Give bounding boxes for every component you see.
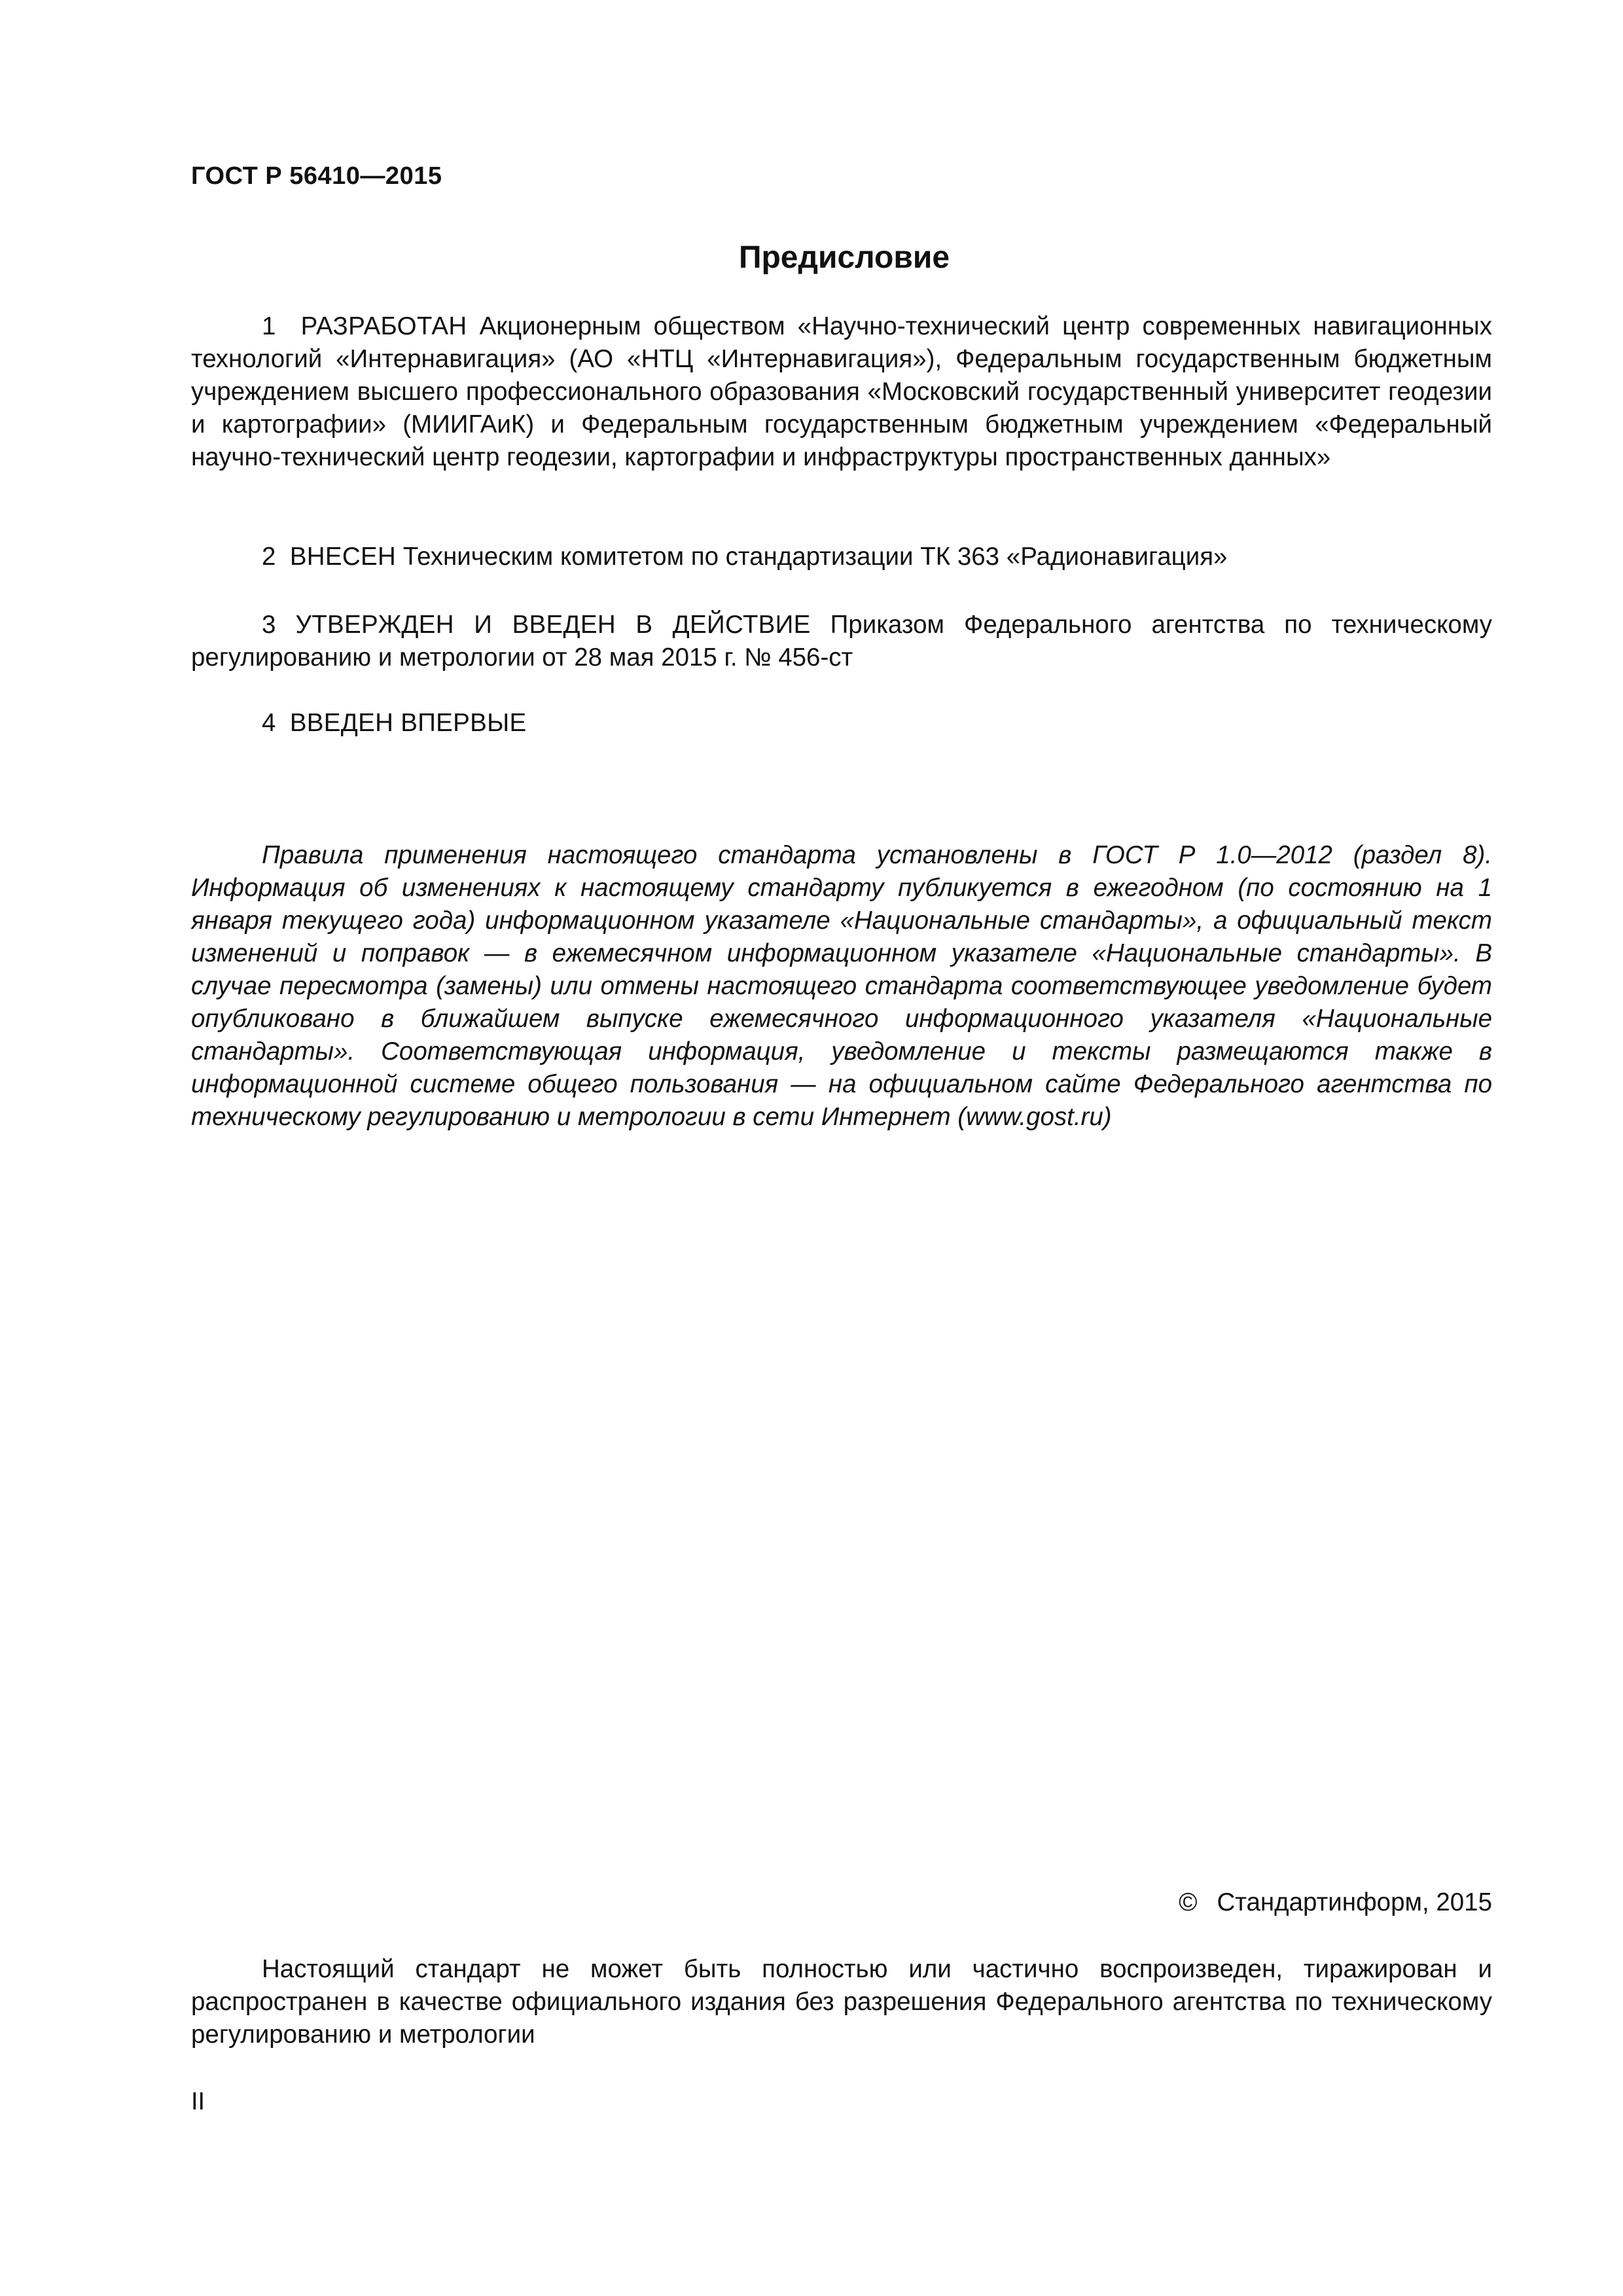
preface-item-1 (191, 310, 1492, 474)
copyright-line (1179, 1886, 1492, 1919)
item-lead: УТВЕРЖДЕН И ВВЕДЕН В ДЕЙСТВИЕ (295, 611, 811, 639)
reproduction-notice: Настоящий стандарт не может быть полностью или частично воспроизведен, тиражирован и распространен в качестве официального издания без разрешения Федерального агентства по техническому регулированию и метрологии (191, 1955, 1492, 2049)
item-lead: ВНЕСЕН (289, 543, 397, 571)
item-number: 1 (262, 312, 276, 340)
item-number: 4 (262, 709, 276, 737)
preface-item-3 (191, 609, 1492, 674)
item-text: Акционерным обществом «Научно-технический центр современных навигационных технологий «Интернавигация» (АО «НТЦ «Интернавигация»), Федеральным государственным бюджетным учреждением высшего профессионального образования «Московский государственный университет геодезии и картографии» (МИИГАиК) и Федеральным государственным бюджетным учреждением «Федеральный научно-технический центр геодезии, картографии и инфраструктуры пространственных данных» (191, 312, 1492, 471)
item-text: Приказом Федерального агентства по техническому регулированию и метрологии от 28 мая 2015 г. № 456-ст (191, 611, 1492, 672)
page-number: II (191, 2088, 205, 2115)
copyright-icon: © (1179, 1888, 1198, 1916)
item-text: Техническим комитетом по стандартизации ТК 363 «Радионавигация» (402, 543, 1228, 571)
page-title: Предисловие (738, 240, 950, 275)
item-number: 2 (262, 543, 276, 571)
standard-code-header: ГОСТ Р 56410—2015 (191, 162, 442, 190)
copyright-text: Стандартинформ, 2015 (1217, 1888, 1492, 1916)
preface-item-4 (191, 707, 1492, 740)
item-number: 3 (262, 611, 276, 639)
preface-item-2 (191, 541, 1492, 573)
item-lead: РАЗРАБОТАН (300, 312, 467, 340)
item-lead: ВВЕДЕН ВПЕРВЫЕ (289, 709, 527, 737)
application-notice: Правила применения настоящего стандарта установлены в ГОСТ Р 1.0—2012 (раздел 8). Информация об изменениях к настоящему стандарту публикуется в ежегодном (по состоянию на 1 января текущего года) информационном указателе «Национальные стандарты», а официальный текст изменений и поправок — в ежемесячном информационном указателе «Национальные стандарты». В случае пересмотра (замены) или отмены настоящего стандарта соответствующее уведомление будет опубликовано в ближайшем выпуске ежемесячного информационного указателя «Национальные стандарты». Соответствующая информация, уведомление и тексты размещаются также в информационной системе общего пользования — на официальном сайте Федерального агентства по техническому регулированию и метрологии в сети Интернет (www.gost.ru) (191, 841, 1492, 1131)
